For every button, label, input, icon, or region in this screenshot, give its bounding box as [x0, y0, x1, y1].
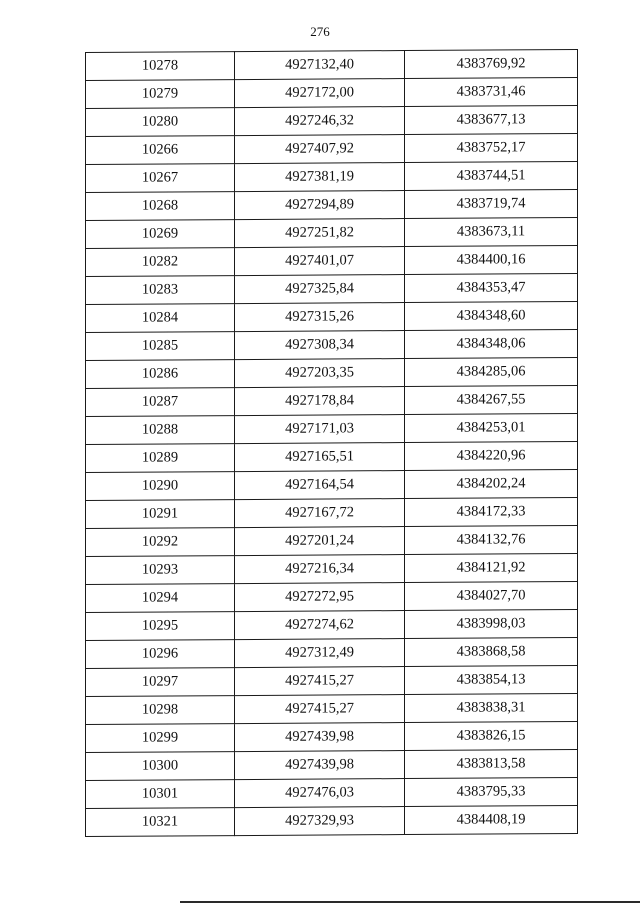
point-number-cell: 10269	[86, 220, 235, 249]
point-number-cell: 10292	[86, 528, 235, 557]
table-row	[86, 301, 578, 332]
x-coordinate-cell: 4927272,95	[235, 583, 405, 612]
x-coordinate-cell: 4927329,93	[235, 807, 405, 836]
table-row	[86, 469, 578, 500]
y-coordinate-cell: 4384202,24	[405, 469, 578, 498]
point-number-cell: 10267	[86, 164, 235, 193]
table-row	[86, 133, 578, 164]
x-coordinate-cell: 4927415,27	[235, 667, 405, 696]
table-row	[86, 609, 578, 640]
point-number-cell: 10299	[86, 724, 235, 753]
point-number-cell: 10296	[86, 640, 235, 669]
x-coordinate-cell: 4927165,51	[235, 443, 405, 472]
point-number-cell: 10282	[86, 248, 235, 277]
y-coordinate-cell: 4384267,55	[405, 385, 578, 414]
point-number-cell: 10266	[86, 136, 235, 165]
x-coordinate-cell: 4927164,54	[235, 471, 405, 500]
x-coordinate-cell: 4927172,00	[235, 79, 405, 108]
x-coordinate-cell: 4927167,72	[235, 499, 405, 528]
x-coordinate-cell: 4927439,98	[235, 751, 405, 780]
x-coordinate-cell: 4927308,34	[235, 331, 405, 360]
y-coordinate-cell: 4384027,70	[405, 581, 578, 610]
x-coordinate-cell: 4927216,34	[235, 555, 405, 584]
x-coordinate-cell: 4927203,35	[235, 359, 405, 388]
x-coordinate-cell: 4927312,49	[235, 639, 405, 668]
x-coordinate-cell: 4927415,27	[235, 695, 405, 724]
point-number-cell: 10283	[86, 276, 235, 305]
table-row	[86, 525, 578, 556]
y-coordinate-cell: 4383769,92	[405, 49, 578, 78]
x-coordinate-cell: 4927401,07	[235, 247, 405, 276]
table-row	[86, 385, 578, 416]
table-row	[86, 189, 578, 220]
table-row	[86, 413, 578, 444]
y-coordinate-cell: 4384253,01	[405, 413, 578, 442]
x-coordinate-cell: 4927178,84	[235, 387, 405, 416]
y-coordinate-cell: 4383868,58	[405, 637, 578, 666]
point-number-cell: 10297	[86, 668, 235, 697]
point-number-cell: 10298	[86, 696, 235, 725]
x-coordinate-cell: 4927251,82	[235, 219, 405, 248]
point-number-cell: 10300	[86, 752, 235, 781]
table-row	[86, 581, 578, 612]
y-coordinate-cell: 4383719,74	[405, 189, 578, 218]
table-row	[86, 805, 578, 836]
y-coordinate-cell: 4383744,51	[405, 161, 578, 190]
point-number-cell: 10290	[86, 472, 235, 501]
y-coordinate-cell: 4384348,60	[405, 301, 578, 330]
point-number-cell: 10285	[86, 332, 235, 361]
page-number: 276	[310, 24, 330, 39]
table-row	[86, 637, 578, 668]
table-row	[86, 245, 578, 276]
coordinates-table	[85, 49, 578, 837]
point-number-cell: 10284	[86, 304, 235, 333]
table-row	[86, 105, 578, 136]
point-number-cell: 10288	[86, 416, 235, 445]
table-row	[86, 749, 578, 780]
y-coordinate-cell: 4384353,47	[405, 273, 578, 302]
y-coordinate-cell: 4383838,31	[405, 693, 578, 722]
table-row	[86, 441, 578, 472]
y-coordinate-cell: 4383826,15	[405, 721, 578, 750]
table-row	[86, 693, 578, 724]
point-number-cell: 10321	[86, 808, 235, 837]
y-coordinate-cell: 4384132,76	[405, 525, 578, 554]
table-row	[86, 553, 578, 584]
x-coordinate-cell: 4927476,03	[235, 779, 405, 808]
x-coordinate-cell: 4927201,24	[235, 527, 405, 556]
point-number-cell: 10278	[86, 52, 235, 81]
y-coordinate-cell: 4383731,46	[405, 77, 578, 106]
table-row	[86, 497, 578, 528]
table-row	[86, 777, 578, 808]
table-row	[86, 273, 578, 304]
point-number-cell: 10279	[86, 80, 235, 109]
y-coordinate-cell: 4383813,58	[405, 749, 578, 778]
table-row	[86, 721, 578, 752]
table-row	[86, 49, 578, 80]
x-coordinate-cell: 4927171,03	[235, 415, 405, 444]
point-number-cell: 10289	[86, 444, 235, 473]
point-number-cell: 10291	[86, 500, 235, 529]
coordinates-table-body	[86, 49, 578, 836]
y-coordinate-cell: 4384220,96	[405, 441, 578, 470]
coordinates-table-wrapper	[85, 49, 577, 837]
y-coordinate-cell: 4384172,33	[405, 497, 578, 526]
point-number-cell: 10268	[86, 192, 235, 221]
bottom-border-line	[180, 901, 640, 903]
x-coordinate-cell: 4927439,98	[235, 723, 405, 752]
table-row	[86, 329, 578, 360]
table-row	[86, 161, 578, 192]
x-coordinate-cell: 4927407,92	[235, 135, 405, 164]
y-coordinate-cell: 4383673,11	[405, 217, 578, 246]
x-coordinate-cell: 4927246,32	[235, 107, 405, 136]
y-coordinate-cell: 4383854,13	[405, 665, 578, 694]
y-coordinate-cell: 4384408,19	[405, 805, 578, 834]
x-coordinate-cell: 4927132,40	[235, 51, 405, 80]
table-row	[86, 217, 578, 248]
point-number-cell: 10286	[86, 360, 235, 389]
y-coordinate-cell: 4384348,06	[405, 329, 578, 358]
y-coordinate-cell: 4383752,17	[405, 133, 578, 162]
x-coordinate-cell: 4927274,62	[235, 611, 405, 640]
x-coordinate-cell: 4927294,89	[235, 191, 405, 220]
point-number-cell: 10294	[86, 584, 235, 613]
y-coordinate-cell: 4383677,13	[405, 105, 578, 134]
table-row	[86, 665, 578, 696]
point-number-cell: 10295	[86, 612, 235, 641]
y-coordinate-cell: 4384285,06	[405, 357, 578, 386]
point-number-cell: 10293	[86, 556, 235, 585]
x-coordinate-cell: 4927325,84	[235, 275, 405, 304]
y-coordinate-cell: 4384400,16	[405, 245, 578, 274]
table-row	[86, 77, 578, 108]
x-coordinate-cell: 4927381,19	[235, 163, 405, 192]
point-number-cell: 10280	[86, 108, 235, 137]
y-coordinate-cell: 4384121,92	[405, 553, 578, 582]
table-row	[86, 357, 578, 388]
point-number-cell: 10301	[86, 780, 235, 809]
point-number-cell: 10287	[86, 388, 235, 417]
y-coordinate-cell: 4383795,33	[405, 777, 578, 806]
y-coordinate-cell: 4383998,03	[405, 609, 578, 638]
x-coordinate-cell: 4927315,26	[235, 303, 405, 332]
